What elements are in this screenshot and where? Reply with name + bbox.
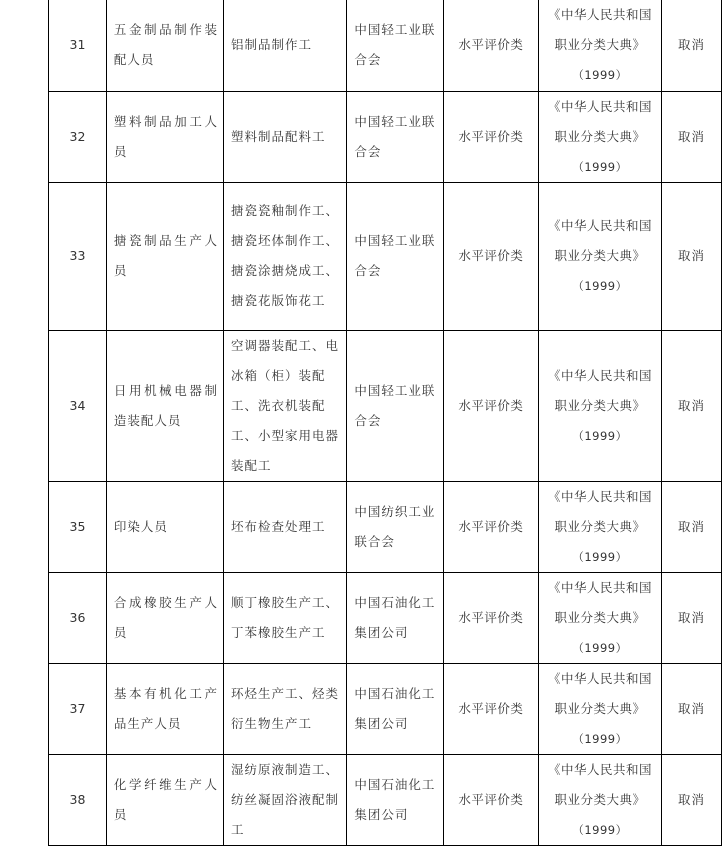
action: 取消 — [661, 91, 721, 182]
occupation-category: 基本有机化工产品生产人员 — [106, 663, 223, 754]
basis-year: （1999） — [572, 68, 628, 83]
basis-line: 职业分类大典》 — [554, 791, 646, 807]
basis — [539, 663, 662, 754]
table-row — [49, 182, 722, 330]
table-row — [49, 754, 722, 845]
basis — [539, 0, 662, 91]
action: 取消 — [661, 572, 721, 663]
basis — [539, 330, 662, 481]
organization: 中国轻工业联合会 — [347, 182, 443, 330]
evaluation-type: 水平评价类 — [443, 182, 538, 330]
row-number: 33 — [49, 182, 107, 330]
organization: 中国轻工业联合会 — [347, 330, 443, 481]
row-number: 36 — [49, 572, 107, 663]
evaluation-type: 水平评价类 — [443, 330, 538, 481]
action: 取消 — [661, 182, 721, 330]
basis — [539, 754, 662, 845]
basis-line: 职业分类大典》 — [554, 609, 646, 625]
row-number: 31 — [49, 0, 107, 91]
job-titles: 塑料制品配料工 — [223, 91, 346, 182]
occupation-category: 五金制品制作装配人员 — [106, 0, 223, 91]
basis — [539, 182, 662, 330]
table-row — [49, 572, 722, 663]
basis-line: 《中华人民共和国 — [547, 367, 652, 383]
job-titles: 坯布检查处理工 — [223, 481, 346, 572]
job-titles: 搪瓷瓷釉制作工、搪瓷坯体制作工、搪瓷涂搪烧成工、搪瓷花版饰花工 — [223, 182, 346, 330]
basis-year: （1999） — [572, 428, 628, 443]
job-titles: 环烃生产工、烃类衍生物生产工 — [223, 663, 346, 754]
action: 取消 — [661, 330, 721, 481]
row-number: 34 — [49, 330, 107, 481]
basis-line: 《中华人民共和国 — [547, 218, 652, 233]
action: 取消 — [661, 0, 721, 91]
evaluation-type: 水平评价类 — [443, 754, 538, 845]
basis-line: 职业分类大典》 — [554, 128, 646, 144]
organization: 中国轻工业联合会 — [347, 91, 443, 182]
row-number: 35 — [49, 481, 107, 572]
organization: 中国石油化工集团公司 — [347, 754, 443, 845]
organization: 中国石油化工集团公司 — [347, 572, 443, 663]
occupation-category: 搪瓷制品生产人员 — [106, 182, 223, 330]
organization: 中国石油化工集团公司 — [347, 663, 443, 754]
row-number: 32 — [49, 91, 107, 182]
basis-line: 职业分类大典》 — [554, 37, 646, 53]
organization: 中国纺织工业联合会 — [347, 481, 443, 572]
basis-line: 《中华人民共和国 — [547, 98, 652, 114]
basis-line: 职业分类大典》 — [554, 397, 646, 413]
evaluation-type: 水平评价类 — [443, 572, 538, 663]
occupation-category: 化学纤维生产人员 — [106, 754, 223, 845]
row-number: 38 — [49, 754, 107, 845]
basis-year: （1999） — [572, 822, 628, 837]
basis-line: 《中华人民共和国 — [547, 579, 652, 595]
basis-line: 职业分类大典》 — [554, 518, 646, 534]
evaluation-type: 水平评价类 — [443, 91, 538, 182]
job-titles: 湿纺原液制造工、纺丝凝固浴液配制工 — [223, 754, 346, 845]
job-titles: 顺丁橡胶生产工、丁苯橡胶生产工 — [223, 572, 346, 663]
occupation-category: 塑料制品加工人员 — [106, 91, 223, 182]
evaluation-type: 水平评价类 — [443, 663, 538, 754]
organization: 中国轻工业联合会 — [347, 0, 443, 91]
table-row — [49, 91, 722, 182]
occupation-category: 印染人员 — [106, 481, 223, 572]
basis-line: 职业分类大典》 — [554, 248, 646, 263]
table-row — [49, 0, 722, 91]
basis-year: （1999） — [572, 549, 628, 564]
action: 取消 — [661, 754, 721, 845]
basis-line: 《中华人民共和国 — [547, 670, 652, 686]
occupation-category: 合成橡胶生产人员 — [106, 572, 223, 663]
job-titles: 铝制品制作工 — [223, 0, 346, 91]
basis — [539, 91, 662, 182]
basis-year: （1999） — [572, 159, 628, 174]
evaluation-type: 水平评价类 — [443, 481, 538, 572]
occupation-category: 日用机械电器制造装配人员 — [106, 330, 223, 481]
job-titles: 空调器装配工、电冰箱（柜）装配工、洗衣机装配工、小型家用电器装配工 — [223, 330, 346, 481]
table-row — [49, 663, 722, 754]
action: 取消 — [661, 481, 721, 572]
action: 取消 — [661, 663, 721, 754]
basis-line: 《中华人民共和国 — [547, 761, 652, 777]
row-number: 37 — [49, 663, 107, 754]
basis-line: 《中华人民共和国 — [547, 488, 652, 504]
basis — [539, 572, 662, 663]
basis-line: 职业分类大典》 — [554, 700, 646, 716]
evaluation-type: 水平评价类 — [443, 0, 538, 91]
basis-year: （1999） — [572, 279, 628, 293]
basis — [539, 481, 662, 572]
occupation-cancellation-table — [48, 0, 722, 846]
basis-year: （1999） — [572, 731, 628, 746]
basis-year: （1999） — [572, 640, 628, 655]
table-row — [49, 481, 722, 572]
table-row — [49, 330, 722, 481]
basis-line: 《中华人民共和国 — [547, 7, 652, 23]
